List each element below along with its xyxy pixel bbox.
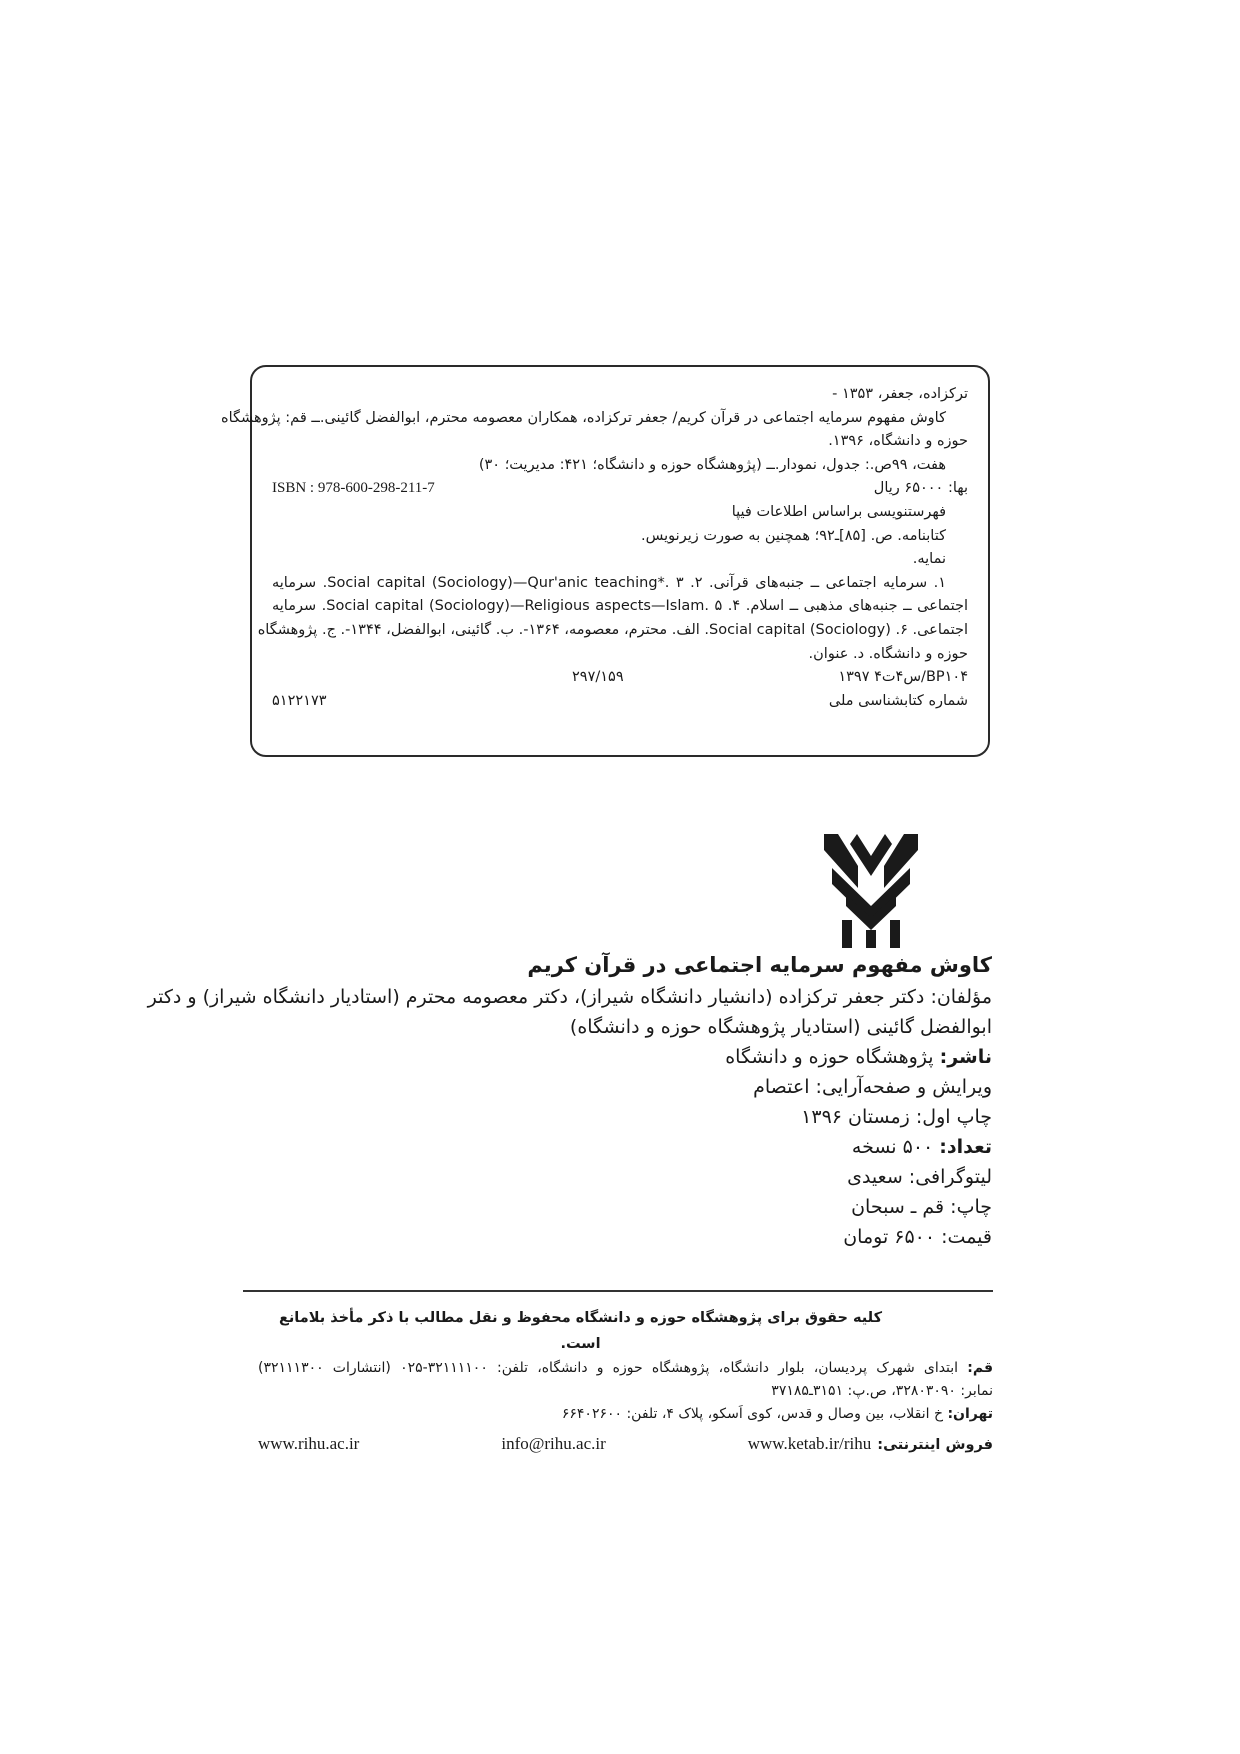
count-line: [232, 1132, 992, 1162]
cip-ddc-classification: ۲۹۷/۱۵۹: [572, 669, 624, 686]
colophon: [147, 948, 992, 1252]
publisher-line: [232, 1042, 992, 1072]
count-value: ۵۰۰ نسخه: [851, 1136, 934, 1158]
cip-author: ترکزاده، جعفر، ۱۳۵۳ -: [832, 386, 968, 402]
editing-line: [232, 1072, 992, 1102]
website-link[interactable]: www.rihu.ac.ir: [258, 1434, 360, 1453]
publisher-logo-icon: [822, 832, 920, 950]
cip-national-bib-label: شماره کتابشناسی ملی: [828, 692, 968, 709]
cip-title-line-2: حوزه و دانشگاه، ۱۳۹۶.: [828, 433, 968, 450]
cip-classification-row: [272, 666, 968, 690]
cip-bibliography-note: کتابنامه. ص. [۸۵]ـ۹۲؛ همچنین به صورت زیرنویس.: [641, 527, 946, 544]
cip-index-note: نمایه.: [912, 551, 946, 568]
cip-subjects-line-1: ۱. سرمایه اجتماعی ــ جنبه‌های قرآنی. ۲. Social capital (Sociology)—Qur'anic teaching*. ۳. سرمایه: [272, 574, 947, 591]
authors-line-2: ابوالفضل گائینی (استادیار پژوهشگاه حوزه و دانشگاه): [569, 1016, 992, 1038]
price-value: ۶۵۰۰ تومان: [843, 1226, 936, 1248]
print-label: چاپ:: [950, 1196, 992, 1218]
cip-subjects-line-3: اجتماعی. ۶. Social capital (Sociology). الف. محترم، معصومه، ۱۳۶۴-. ب. گائینی، ابوالفضل، ۱۳۴۴-. ج. پژوهشگاه: [257, 621, 968, 638]
publisher-value: پژوهشگاه حوزه و دانشگاه: [725, 1046, 934, 1068]
authors-label: مؤلفان:: [930, 986, 992, 1008]
online-sale-link[interactable]: www.ketab.ir/rihu: [747, 1434, 872, 1453]
cip-subjects-line-4: حوزه و دانشگاه. د. عنوان.: [808, 645, 968, 662]
print-line: [232, 1192, 992, 1222]
authors-value-1: دکتر جعفر ترکزاده (دانشیار دانشگاه شیراز)، دکتر معصومه محترم (استادیار دانشگاه شیراز) و دکتر: [147, 986, 925, 1008]
cip-national-bib-row: [272, 690, 968, 714]
editing-label: ویرایش و صفحه‌آرایی:: [815, 1076, 992, 1098]
tehran-address-line: [258, 1403, 993, 1426]
count-label: تعداد:: [939, 1136, 992, 1158]
cip-national-bib-number: ۵۱۲۲۱۷۳: [272, 692, 327, 709]
footer-divider: [243, 1290, 993, 1292]
qom-address-line: [258, 1357, 993, 1380]
price-line: [232, 1222, 992, 1252]
cip-subjects-line-2: اجتماعی ــ جنبه‌های مذهبی ــ اسلام. ۴. Social capital (Sociology)—Religious aspects—Islam. ۵. سرمایه: [272, 598, 969, 615]
price-label: قیمت:: [941, 1226, 992, 1248]
cip-fipa-note: فهرستنویسی براساس اطلاعات فیپا: [731, 503, 946, 520]
authors-line-1: [147, 982, 992, 1012]
cataloging-in-publication-box: [221, 365, 990, 757]
qom-label: قم:: [967, 1360, 994, 1376]
cip-price: بها: ۶۵۰۰۰ ریال: [873, 480, 968, 497]
tehran-address: خ انقلاب، بین وصال و قدس، کوی اَسکو، پلاک ۴، تلفن: ۶۶۴۰۲۶۰۰: [561, 1406, 943, 1422]
qom-address: ابتدای شهرک پردیسان، بلوار دانشگاه، پژوهشگاه حوزه و دانشگاه، تلفن: ۳۲۱۱۱۱۰۰-۰۲۵ (انتشارات ۳۲۱۱۱۳۰۰): [258, 1360, 959, 1376]
edition-line: [232, 1102, 992, 1132]
cip-title-line-1: کاوش مفهوم سرمایه اجتماعی در قرآن کریم/ جعفر ترکزاده، همکاران معصومه محترم، ابوالفضل گائینی.ــ قم: پژوهشگاه: [221, 409, 946, 426]
lithography-value: سعیدی: [847, 1166, 903, 1188]
fax-line: نمابر: ۳۲۸۰۳۰۹۰، ص.پ: ۳۱۵۱ـ۳۷۱۸۵: [771, 1383, 993, 1399]
editing-value: اعتصام: [753, 1076, 810, 1098]
cip-physical-description: هفت، ۹۹ص.: جدول، نمودار.ــ (پژوهشگاه حوزه و دانشگاه؛ ۴۲۱: مدیریت؛ ۳۰): [478, 456, 946, 473]
copyright-notice: کلیه حقوق برای پژوهشگاه حوزه و دانشگاه محفوظ و نقل مطالب با ذکر مأخذ بلامانع است.: [278, 1310, 883, 1352]
footer: [258, 1305, 993, 1459]
email-link[interactable]: info@rihu.ac.ir: [501, 1434, 606, 1453]
online-sale-group: [748, 1430, 993, 1459]
lithography-label: لیتوگرافی:: [908, 1166, 992, 1188]
cip-isbn: ISBN : 978-600-298-211-7: [272, 480, 435, 497]
edition-value: زمستان ۱۳۹۶: [801, 1106, 910, 1128]
publisher-label: ناشر:: [939, 1046, 992, 1068]
edition-label: چاپ اول:: [915, 1106, 992, 1128]
cip-price-isbn-row: [272, 477, 968, 501]
online-sale-label: فروش اینترنتی:: [877, 1437, 993, 1453]
cip-lc-classification: BP۱۰۴/س۴ت۴ ۱۳۹۷: [838, 669, 968, 686]
web-links-row: [258, 1430, 993, 1459]
lithography-line: [232, 1162, 992, 1192]
print-value: قم ـ سبحان: [851, 1196, 945, 1218]
tehran-label: تهران:: [947, 1406, 993, 1422]
book-title: کاوش مفهوم سرمایه اجتماعی در قرآن کریم: [527, 953, 992, 977]
